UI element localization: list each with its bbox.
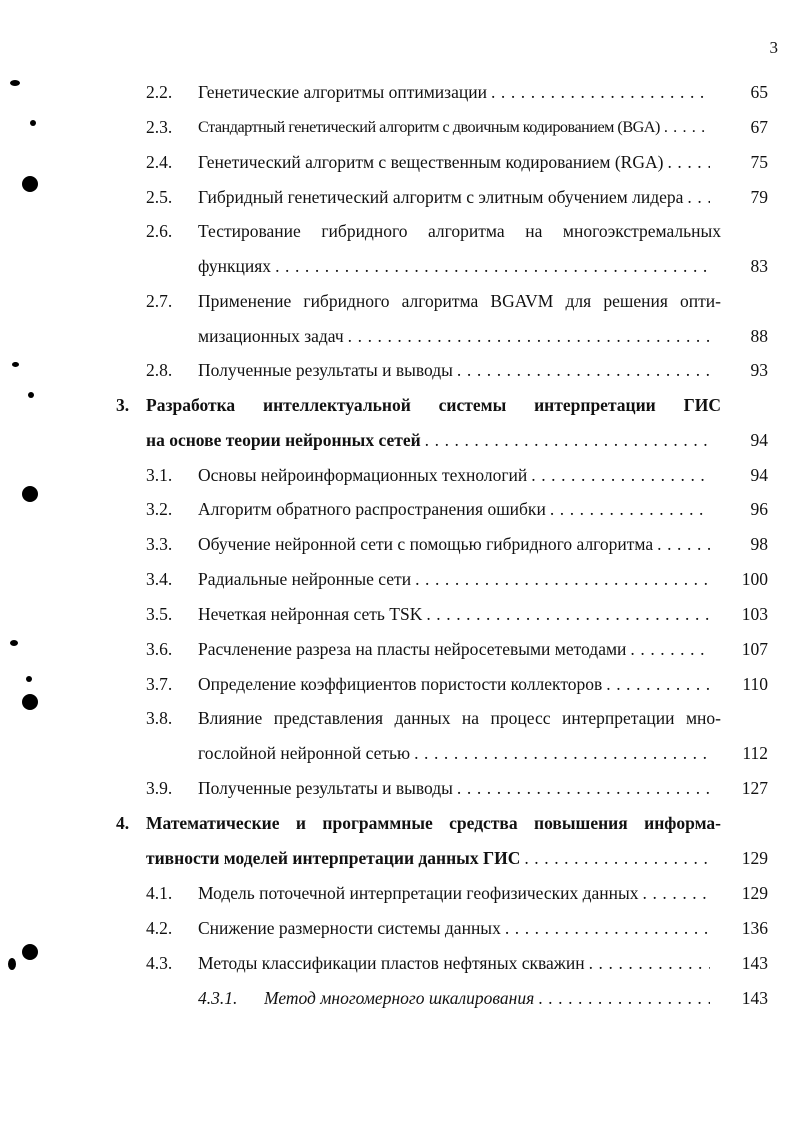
toc-page: 75 — [750, 152, 768, 172]
toc-page: 94 — [750, 430, 768, 450]
toc-number: 3.1. — [146, 465, 173, 485]
toc-entry-2-2 — [0, 79, 796, 105]
toc-number: 3.5. — [146, 604, 173, 624]
toc-entry-3-7 — [0, 671, 796, 697]
toc-page: 100 — [741, 569, 768, 589]
toc-page: 88 — [750, 326, 768, 346]
toc-chapter-3-cont — [0, 427, 796, 453]
toc-entry-3-9 — [0, 775, 796, 801]
toc-entry-2-4 — [0, 149, 796, 175]
toc-page: 67 — [750, 117, 768, 137]
toc-title: Стандартный генетический алгоритм с двоичным кодированием (BGA) — [198, 118, 660, 136]
toc-page: 93 — [750, 360, 768, 380]
toc-number: 2.3. — [146, 117, 173, 137]
toc-number: 2.4. — [146, 152, 173, 172]
toc-chapter-4-cont — [0, 845, 796, 871]
toc-title: Определение коэффициентов пористости коллекторов — [198, 674, 603, 694]
toc-number: 3.2. — [146, 499, 173, 519]
toc-number: 3.8. — [146, 708, 173, 728]
toc-chapter-4 — [0, 810, 796, 836]
toc-page: 94 — [750, 465, 768, 485]
toc-entry-3-8-cont — [0, 740, 796, 766]
toc-entry-2-7-cont — [0, 323, 796, 349]
toc-page: 96 — [750, 499, 768, 519]
toc-title: Модель поточечной интерпретации геофизических данных — [198, 883, 639, 903]
toc-page: 112 — [742, 743, 768, 763]
toc-title-line2: мизационных задач — [198, 326, 344, 346]
toc-number: 3.6. — [146, 639, 173, 659]
toc-page: 79 — [750, 187, 768, 207]
toc-chapter-3 — [0, 392, 796, 418]
toc-entry-3-8 — [0, 705, 796, 731]
toc-page: 129 — [741, 848, 768, 868]
toc-entry-3-1 — [0, 462, 796, 488]
toc-number: 4.3. — [146, 953, 173, 973]
toc-entry-4-1 — [0, 880, 796, 906]
toc-title: Обучение нейронной сети с помощью гибридного алгоритма — [198, 534, 654, 554]
page-number: 3 — [769, 38, 778, 57]
toc-title: Полученные результаты и выводы — [198, 360, 453, 380]
toc-number: 3.4. — [146, 569, 173, 589]
toc-page: 129 — [741, 883, 768, 903]
toc-page: 98 — [750, 534, 768, 554]
toc-number: 4.3.1. — [198, 988, 238, 1008]
toc-title: Нечеткая нейронная сеть TSK — [198, 604, 423, 624]
toc-entry-4-2 — [0, 915, 796, 941]
toc-number: 3. — [116, 395, 130, 415]
toc-number: 3.7. — [146, 674, 173, 694]
toc-entry-3-5 — [0, 601, 796, 627]
toc-entry-2-6 — [0, 218, 796, 244]
toc-title-line1: Применение гибридного алгоритма BGAVM для решения опти- — [198, 291, 721, 311]
toc-entry-2-6-cont — [0, 253, 796, 279]
toc-entry-2-8 — [0, 357, 796, 383]
toc-entry-2-3 — [0, 114, 796, 140]
toc-title: Расчленение разреза на пласты нейросетевыми методами — [198, 639, 627, 659]
toc-number: 2.5. — [146, 187, 173, 207]
toc-number: 3.3. — [146, 534, 173, 554]
toc-title-line2: гослойной нейронной сетью — [198, 743, 411, 763]
toc-title-line2: на основе теории нейронных сетей — [146, 430, 421, 450]
toc-entry-2-5 — [0, 184, 796, 210]
toc-title: Методы классификации пластов нефтяных скважин — [198, 953, 585, 973]
toc-page: 110 — [742, 674, 768, 694]
toc-entry-3-4 — [0, 566, 796, 592]
toc-page: 107 — [741, 639, 768, 659]
toc-entry-3-2 — [0, 496, 796, 522]
toc-page: 103 — [741, 604, 768, 624]
toc-page: 143 — [741, 953, 768, 973]
toc-page: 83 — [750, 256, 768, 276]
toc-entry-4-3-1 — [0, 985, 796, 1011]
toc-title: Радиальные нейронные сети — [198, 569, 412, 589]
toc-title: Снижение размерности системы данных — [198, 918, 501, 938]
toc-title: Основы нейроинформационных технологий — [198, 465, 528, 485]
toc-number: 3.9. — [146, 778, 173, 798]
toc-entry-2-7 — [0, 288, 796, 314]
toc-page: 65 — [750, 82, 768, 102]
toc-title-line1: Влияние представления данных на процесс интерпретации мно- — [198, 708, 721, 728]
toc-title-line1: Математические и программные средства повышения информа- — [146, 813, 721, 833]
toc-title-line2: тивности моделей интерпретации данных ГИС — [146, 848, 521, 868]
toc-page: 143 — [741, 988, 768, 1008]
toc-title: Генетический алгоритм с вещественным кодированием (RGA) — [198, 152, 664, 172]
toc-entry-3-3 — [0, 531, 796, 557]
toc-title: Гибридный генетический алгоритм с элитным обучением лидера — [198, 187, 684, 207]
toc-number: 4. — [116, 813, 130, 833]
toc-title-line1: Тестирование гибридного алгоритма на многоэкстремальных — [198, 221, 721, 241]
toc-entry-4-3 — [0, 950, 796, 976]
toc-title-line1: Разработка интеллектуальной системы интерпретации ГИС — [146, 395, 721, 415]
toc-page: 127 — [741, 778, 768, 798]
toc-number: 2.6. — [146, 221, 173, 241]
toc-number: 4.2. — [146, 918, 173, 938]
toc-entry-3-6 — [0, 636, 796, 662]
toc-number: 4.1. — [146, 883, 173, 903]
toc-title: Полученные результаты и выводы — [198, 778, 453, 798]
toc-title: Алгоритм обратного распространения ошибки — [198, 499, 546, 519]
toc-page: 136 — [741, 918, 768, 938]
toc-title-line2: функциях — [198, 256, 272, 276]
toc-number: 2.2. — [146, 82, 173, 102]
toc-number: 2.7. — [146, 291, 173, 311]
toc-number: 2.8. — [146, 360, 173, 380]
toc-title: Генетические алгоритмы оптимизации — [198, 82, 487, 102]
toc-title: Метод многомерного шкалирования — [264, 988, 535, 1008]
